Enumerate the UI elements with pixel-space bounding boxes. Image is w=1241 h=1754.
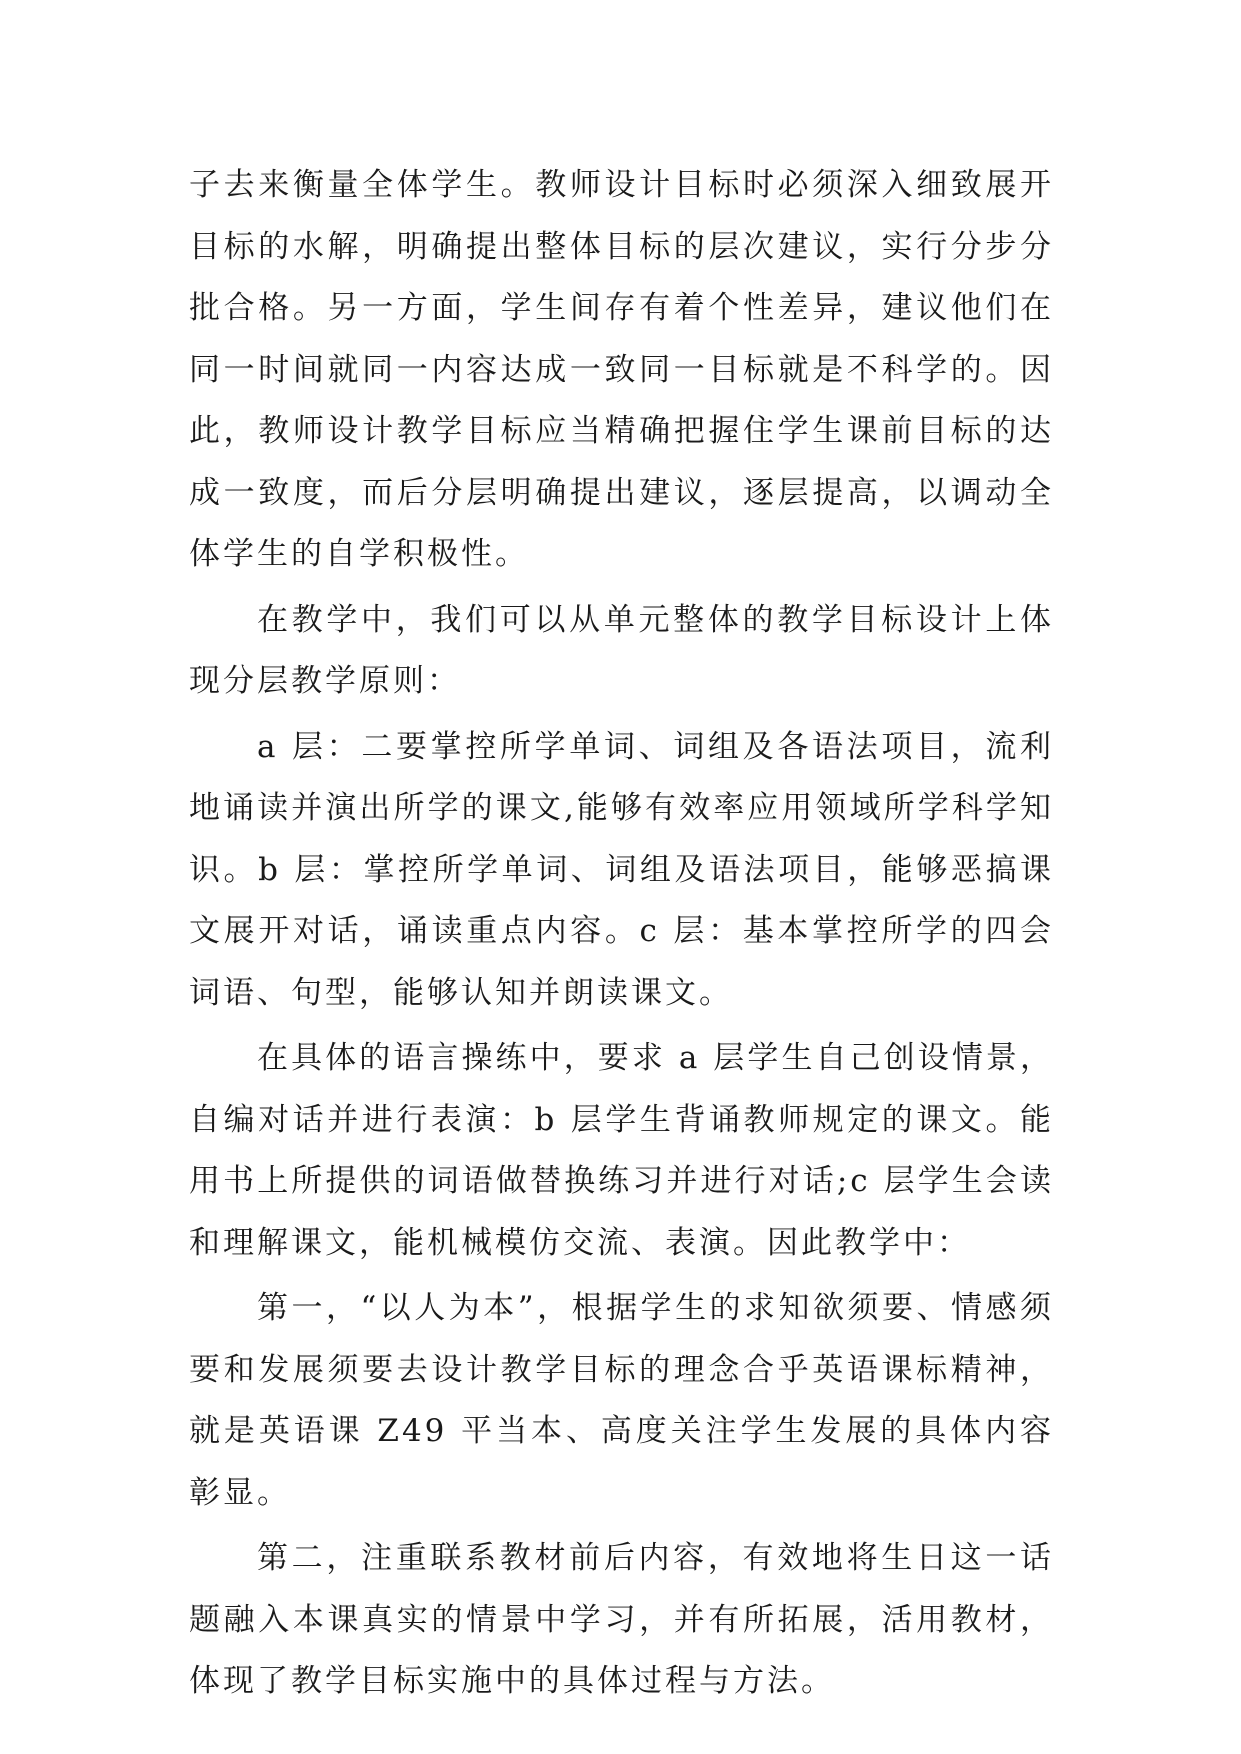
paragraph-5: 第一，“以人为本”，根据学生的求知欲须要、情感须要和发展须要去设计教学目标的理念合乎英语课标精神，就是英语课 Z49 平当本、高度关注学生发展的具体内容彰显。 xyxy=(189,1290,1054,1511)
paragraph-6: 第二，注重联系教材前后内容，有效地将生日这一话题融入本课真实的情景中学习，并有所拓展，活用教材，体现了教学目标实施中的具体过程与方法。 xyxy=(189,1540,1054,1699)
paragraph-3: a 层：二要掌控所学单词、词组及各语法项目，流利地诵读并演出所学的课文,能够有效率应用领域所学科学知识。b 层：掌控所学单词、词组及语法项目，能够恶搞课文展开对话，诵读重点内容。c 层：基本掌控所学的四会词语、句型，能够认知并朗读课文。 xyxy=(189,728,1054,1011)
paragraph-2: 在教学中，我们可以从单元整体的教学目标设计上体现分层教学原则： xyxy=(189,601,1054,699)
paragraph-4: 在具体的语言操练中，要求 a 层学生自己创设情景，自编对话并进行表演：b 层学生背诵教师规定的课文。能用书上所提供的词语做替换练习并进行对话;c 层学生会读和理解课文，能机械模仿交流、表演。因此教学中： xyxy=(189,1040,1054,1261)
paragraph-1: 子去来衡量全体学生。教师设计目标时必须深入细致展开目标的水解，明确提出整体目标的层次建议，实行分步分批合格。另一方面，学生间存有着个性差异，建议他们在同一时间就同一内容达成一致同一目标就是不科学的。因此，教师设计教学目标应当精确把握住学生课前目标的达成一致度，而后分层明确提出建议，逐层提高，以调动全体学生的自学积极性。 xyxy=(189,167,1054,572)
document-body xyxy=(189,155,1054,1713)
